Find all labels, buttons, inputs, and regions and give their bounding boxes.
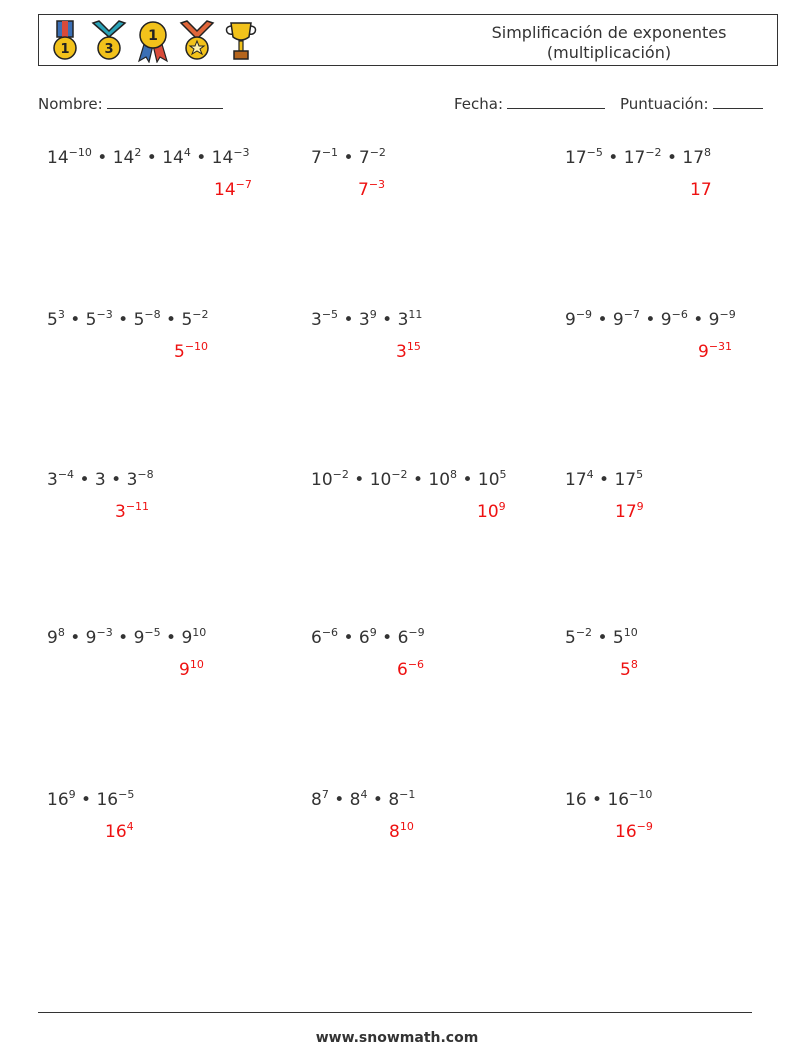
term-base: 16 [47,790,69,810]
trophy-icon [221,19,261,63]
answer [179,660,204,680]
term-exponent: 4 [586,468,594,481]
answer-exponent: −7 [235,178,252,191]
title-line-1: Simplificación de exponentes [491,23,727,42]
term-exponent: −8 [144,308,161,321]
term-base: 6 [358,628,370,648]
term-base: 5 [85,310,97,330]
answer-base: 6 [397,660,408,680]
answer-exponent: 8 [630,658,638,671]
answer-exponent: −9 [636,820,653,833]
multiply-dot: • [593,470,615,490]
answer-base: 3 [115,502,126,522]
term-exponent: −2 [192,308,209,321]
term-exponent: −5 [118,788,135,801]
multiply-dot: • [639,310,661,330]
term-base: 7 [358,148,370,168]
term-base: 3 [358,310,370,330]
score-label: Puntuación: [620,95,709,113]
term-exponent: 3 [57,308,65,321]
term-exponent: 8 [450,468,458,481]
problem-expression [565,148,711,168]
answer-base: 16 [615,822,637,842]
term-exponent: −8 [137,468,154,481]
name-field[interactable] [38,94,223,113]
footer-website: www.snowmath.com [315,1030,479,1046]
term-exponent: 2 [134,146,142,159]
multiply-dot: • [112,628,134,648]
multiply-dot: • [367,790,389,810]
multiply-dot: • [338,148,359,168]
answer [389,822,414,842]
score-blank-line[interactable] [713,94,763,109]
term-exponent: −2 [332,468,349,481]
multiply-dot: • [160,310,182,330]
answer [397,660,424,680]
answer [615,502,644,522]
term-base: 9 [660,310,672,330]
term-base: 14 [47,148,69,168]
term-exponent: 9 [369,308,377,321]
term-base: 5 [133,310,145,330]
svg-text:3: 3 [104,42,114,57]
answer [358,180,385,200]
problem-expression [311,470,507,490]
multiply-dot: • [75,790,97,810]
term-exponent: −3 [96,626,113,639]
term-base: 10 [311,470,333,490]
term-base: 14 [211,148,234,168]
term-exponent: −2 [369,146,386,159]
answer-exponent: −31 [708,340,733,353]
answer-base: 7 [358,180,369,200]
answer-exponent: −3 [368,178,386,191]
multiply-dot: • [338,310,359,330]
answer-exponent: 4 [126,820,134,833]
answer-base: 3 [396,342,407,362]
term-exponent: 10 [623,626,638,639]
problem-expression [47,148,250,168]
term-base: 17 [623,148,646,168]
term-base: 9 [133,628,145,648]
answer [174,342,208,362]
multiply-dot: • [64,628,86,648]
term-exponent: −2 [645,146,662,159]
answer-base: 10 [477,502,499,522]
date-label: Fecha: [454,95,504,113]
problem-expression [311,790,415,810]
term-exponent: −4 [57,468,75,481]
multiply-dot: • [160,628,182,648]
answer-base: 9 [698,342,709,362]
answer [396,342,421,362]
problem-expression [47,470,154,490]
term-base: 10 [428,470,451,490]
problem-expression [565,628,638,648]
term-exponent: −1 [399,788,416,801]
answer-base: 17 [690,180,712,200]
multiply-dot: • [376,310,398,330]
term-base: 6 [311,628,322,648]
term-exponent: −9 [575,308,593,321]
answer [105,822,134,842]
multiply-dot: • [407,470,429,490]
multiply-dot: • [328,790,350,810]
term-base: 5 [47,310,58,330]
term-base: 14 [112,148,135,168]
multiply-dot: • [592,310,613,330]
term-exponent: 5 [499,468,507,481]
multiply-dot: • [457,470,478,490]
multiply-dot: • [91,148,113,168]
problem-expression [565,790,652,810]
term-exponent: −5 [144,626,161,639]
answer [690,180,712,200]
term-base: 17 [614,470,637,490]
term-exponent: −6 [321,626,339,639]
term-base: 3 [47,470,58,490]
medal-3-icon [89,19,129,63]
problem-expression [47,790,134,810]
term-exponent: 5 [636,468,644,481]
term-base: 7 [311,148,322,168]
term-exponent: −1 [321,146,339,159]
answer-base: 17 [615,502,637,522]
term-exponent: −6 [671,308,688,321]
problem-expression [311,628,425,648]
term-exponent: −5 [586,146,603,159]
medal-1-icon [45,19,85,63]
term-base: 16 [565,790,587,810]
answer-exponent: 15 [406,340,421,353]
term-exponent: −9 [719,308,736,321]
answer-base: 5 [620,660,631,680]
name-label: Nombre: [38,95,103,113]
term-exponent: 8 [57,626,65,639]
answer-base: 14 [214,180,236,200]
answer-exponent: −10 [184,340,209,353]
star-medal-icon [177,19,217,63]
term-base: 8 [349,790,361,810]
answer-exponent: 9 [636,500,644,513]
term-base: 3 [397,310,409,330]
term-base: 17 [565,148,587,168]
term-exponent: −3 [233,146,250,159]
term-exponent: −2 [575,626,593,639]
term-base: 9 [612,310,624,330]
term-base: 6 [397,628,409,648]
term-exponent: 9 [68,788,76,801]
term-base: 17 [565,470,587,490]
multiply-dot: • [602,148,624,168]
term-base: 16 [96,790,119,810]
term-base: 5 [612,628,624,648]
term-exponent: 10 [192,626,207,639]
problem-expression [311,310,422,330]
term-exponent: 9 [369,626,377,639]
answer-exponent: 10 [399,820,414,833]
term-base: 3 [94,470,106,490]
term-exponent: −5 [321,308,339,321]
answer-exponent: 9 [498,500,506,513]
term-base: 8 [311,790,322,810]
answer-base: 8 [389,822,400,842]
svg-text:1: 1 [148,28,158,44]
multiply-dot: • [64,310,86,330]
answer-exponent: −6 [407,658,425,671]
term-base: 17 [682,148,705,168]
term-base: 9 [47,628,58,648]
term-base: 9 [708,310,720,330]
answer-base: 5 [174,342,185,362]
term-base: 14 [162,148,184,168]
term-exponent: −2 [391,468,408,481]
answer [477,502,506,522]
problem-expression [565,310,736,330]
multiply-dot: • [586,790,608,810]
term-exponent: −10 [68,146,92,159]
problem-expression [47,628,206,648]
answer [698,342,732,362]
medal-strip [45,19,261,63]
term-base: 16 [607,790,630,810]
multiply-dot: • [376,628,398,648]
term-base: 10 [369,470,392,490]
title-line-2: (multiplicación) [546,43,672,62]
multiply-dot: • [190,148,212,168]
term-exponent: −3 [96,308,113,321]
problem-expression [311,148,386,168]
multiply-dot: • [141,148,163,168]
svg-text:1: 1 [60,42,70,57]
header-box [38,14,778,66]
worksheet-title [459,23,759,63]
multiply-dot: • [348,470,370,490]
answer-base: 16 [105,822,127,842]
multiply-dot: • [338,628,359,648]
answer [214,180,252,200]
problem-expression [565,470,643,490]
term-base: 8 [388,790,400,810]
term-base: 5 [565,628,576,648]
term-exponent: 7 [321,788,329,801]
term-exponent: 4 [183,146,191,159]
term-base: 3 [311,310,322,330]
term-exponent: 11 [408,308,423,321]
answer-exponent: −11 [125,500,150,513]
term-base: 5 [181,310,193,330]
multiply-dot: • [687,310,709,330]
name-blank-line[interactable] [107,94,223,109]
term-exponent: 8 [704,146,712,159]
term-exponent: −7 [623,308,640,321]
term-exponent: −10 [629,788,653,801]
multiply-dot: • [105,470,127,490]
answer-exponent: 10 [189,658,204,671]
term-base: 9 [85,628,97,648]
term-base: 3 [126,470,138,490]
multiply-dot: • [661,148,683,168]
rosette-1-icon [133,19,173,63]
term-base: 9 [565,310,576,330]
multiply-dot: • [112,310,134,330]
term-exponent: −9 [408,626,425,639]
answer-base: 9 [179,660,190,680]
term-base: 10 [477,470,500,490]
footer-divider [38,1012,752,1013]
multiply-dot: • [592,628,613,648]
date-field[interactable] [454,94,605,113]
date-blank-line[interactable] [507,94,605,109]
problem-expression [47,310,209,330]
score-field[interactable] [620,94,763,113]
multiply-dot: • [74,470,95,490]
term-exponent: 4 [360,788,368,801]
term-base: 9 [181,628,193,648]
answer [620,660,638,680]
answer [615,822,653,842]
answer [115,502,149,522]
